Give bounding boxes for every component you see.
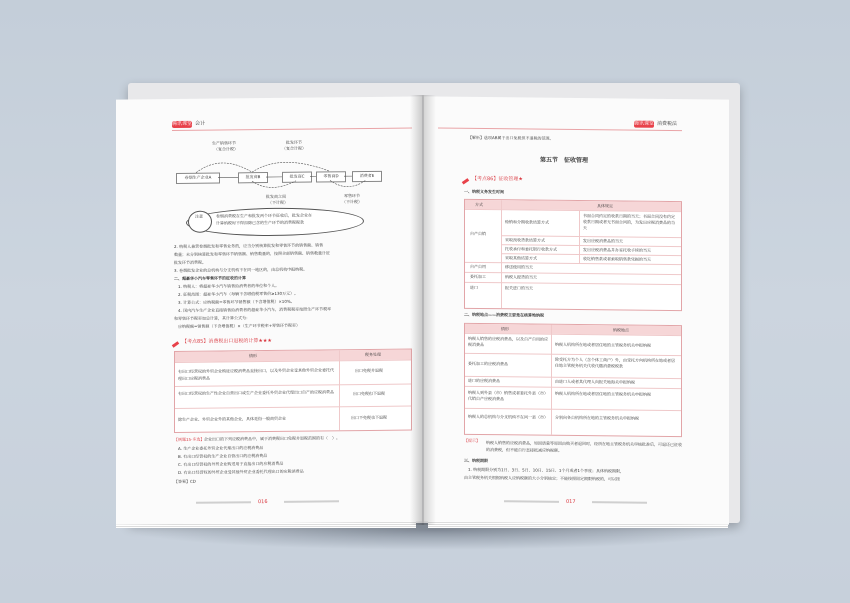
table-divider <box>465 272 681 275</box>
table-cell: 采取其他结算方式 <box>505 255 537 261</box>
table-divider <box>175 384 411 387</box>
duty-time-table <box>464 199 682 311</box>
table-cell: 进口的应税消费品 <box>468 377 500 384</box>
table-divider <box>465 353 681 356</box>
body-text: 3. 卷烟批发企业的总机构与分支机构不在同一地区的，由总机构申报纳税。 <box>174 266 308 273</box>
header-rule <box>438 128 682 132</box>
diagram-box: 卷烟生产企业A <box>176 173 220 184</box>
table-cell: 除受托方为个人（含个体工商户）外，由受托方向机构所在地或者居住地主管税务机关代收代缴消费税税款 <box>555 356 675 369</box>
tip-label: 【提示】 <box>464 437 480 443</box>
table-cell: 发出应税消费品的当天 <box>583 238 623 244</box>
body-text: 批发环节消费税。 <box>174 259 206 265</box>
table-divider <box>465 282 681 285</box>
body-text: 2. 征税范围：超豪华小汽车（每辆不含增值税零售价≥130万元）。 <box>178 290 299 297</box>
option-b: B. 有出口经营权的生产企业自营出口的应税消费品 <box>178 453 268 459</box>
table-cell: 书面合同约定的收款日期的当天；书面合同没有约定收款日期或者无书面合同的，为发出应税消费品的当天 <box>583 213 675 231</box>
table-cell: 出口不免税也不退税 <box>351 414 387 421</box>
pen-icon <box>462 178 469 184</box>
table-cell: 纳税人的总机构与分支机构不在同一县（市） <box>468 413 548 420</box>
table-cell: 进口 <box>470 284 478 290</box>
diagram-box: 消费者E <box>352 171 382 182</box>
table-header: 具体规定 <box>597 203 613 209</box>
table-divider <box>339 350 340 430</box>
table-cell: 发出应税消费品并办妥托收手续的当天 <box>583 247 651 253</box>
table-header: 情形 <box>249 353 257 359</box>
table-cell: 出口免税并退税 <box>355 367 383 374</box>
option-d: D. 有出口经营权的外贸企业受其他外贸企业委托代理出口的应税消费品 <box>178 468 304 475</box>
footer-rule <box>592 501 647 504</box>
footer-rule <box>504 500 559 503</box>
page-number: 017 <box>566 498 576 505</box>
diagram-label: 批发商之间 <box>266 193 286 200</box>
table-cell: 委托加工 <box>470 273 486 280</box>
brand-logo: 腾讯课堂 <box>634 120 655 127</box>
diagram-label: （不计税） <box>268 199 288 206</box>
example-label: 【例题15·多选】 <box>174 436 205 442</box>
diagram-label: 零售环节 <box>344 193 360 199</box>
tax-place-table <box>464 323 682 437</box>
left-page <box>116 96 422 524</box>
table-divider <box>465 386 681 389</box>
table-header: 税务处理 <box>365 351 381 357</box>
brand-logo: 腾讯课堂 <box>172 120 193 128</box>
table-cell: 纳税人机构所在地或者居住地的主管税务机关申报纳税 <box>555 341 651 348</box>
table-cell: 纳税人提货的当天 <box>505 274 537 280</box>
answer: 【答案】CD <box>174 478 196 484</box>
table-cell: 采取预收货款结算方式 <box>505 237 545 243</box>
table-header: 情形 <box>501 326 509 332</box>
body-text: 3. 计算公式：应纳税额=零售环节销售额（不含增值税）×10%。 <box>178 298 295 305</box>
diagram-box: 零售商D <box>316 171 346 182</box>
sub-heading: 二、纳税地点——消费税主要是在核算地纳税 <box>464 311 544 318</box>
table-cell: 自产自销 <box>470 230 486 237</box>
table-cell: 纳税人销售的应税消费品，以及自产自用的应税消费品 <box>468 335 548 348</box>
note-text: 计算纳税时不得扣除已含的生产环节的消费税税款 <box>216 219 304 226</box>
body-text: 2. 纳税人兼营卷烟批发和零售业务的，应当分别核算批发和零售环节的销售额、销售 <box>174 242 324 249</box>
body-text: 4. 国内汽车生产企业直接销售给消费者的超豪华小汽车，消费税税率按照生产环节税率 <box>178 306 332 313</box>
table-cell: 赊销和分期收款结算方式 <box>505 219 549 225</box>
table-cell: 移送使用的当天 <box>505 264 533 270</box>
section-label: 会计 <box>195 120 206 127</box>
book-spine-shadow <box>410 95 436 525</box>
page-number: 016 <box>258 499 268 506</box>
diagram-label: 批发环节 <box>286 139 302 145</box>
tax-table <box>174 349 412 433</box>
table-cell: 由进口人或者其代理人向报关地海关申报纳税 <box>555 378 635 385</box>
diagram-label: （不计税） <box>342 199 362 205</box>
table-divider <box>465 262 681 265</box>
footer-rule <box>284 500 339 503</box>
note-text: 卷烟消费税在生产和批发两个环节征收后，批发企业在 <box>216 212 312 219</box>
table-divider <box>175 406 411 409</box>
table-cell: 纳税人机构所在地或者居住地的主管税务机关申报纳税 <box>555 390 651 397</box>
example-text: 企业出口的下列应税消费品中，属于消费税出口免税并退税范围的有（ ）。 <box>204 435 340 442</box>
body-text: 应纳税额=销售额（不含增值税）×（生产环节税率+零售环节税率） <box>178 322 301 329</box>
table-cell: 有出口经营权的生产性企业自营出口或生产企业委托外贸企业代理出口自产的应税消费品 <box>178 389 334 396</box>
table-cell: 有出口经营权的外贸企业购进应税消费品直接出口，以及外贸企业受其他外贸企业委托代理出口应税消费品 <box>178 367 334 381</box>
body-text: 数量；未分别核算批发和零售环节销售额、销售数量的，按照全部销售额、销售数量计征 <box>174 250 330 257</box>
sub-heading: 一、纳税义务发生时间 <box>464 188 504 195</box>
table-cell: 报关进口的当天 <box>505 285 533 291</box>
option-c: C. 有出口经营权的外贸企业购进用于直接出口的应税消费品 <box>178 460 284 467</box>
table-header: 方式 <box>475 201 483 208</box>
analysis-text: 【解析】选项AB属于出口免税但不退税的范围。 <box>468 134 554 141</box>
section-label: 消费税法 <box>657 120 678 128</box>
table-header: 纳税地点 <box>613 327 629 333</box>
footer-rule <box>196 501 251 504</box>
table-divider <box>551 325 552 435</box>
diagram-label: （复合计税） <box>282 145 306 151</box>
option-a: A. 生产企业委托外贸企业代理出口的应税消费品 <box>178 445 264 451</box>
table-divider <box>465 408 681 411</box>
table-cell: 除生产企业、外贸企业外的其他企业，具体是指一般商贸企业 <box>178 415 286 422</box>
table-cell: 委托加工的应税消费品 <box>468 360 508 367</box>
table-cell: 收讫销售款或者索取销售款凭据的当天 <box>583 256 651 262</box>
body-text: 由主管税务机关根据纳税人应纳税额的大小分别核定；不能按照固定期限纳税的，可以按 <box>464 474 620 482</box>
body-text: 和零售环节税率加总计算，其计算公式为： <box>174 315 250 321</box>
diagram-label: （复合计税） <box>214 146 238 152</box>
sub-heading: 二、超豪华小汽车零售环节的征收的计算 <box>174 275 246 281</box>
table-cell: 出口免税但不退税 <box>353 390 385 397</box>
table-cell: 纳税人到外县（市）销售或者委托外县（市）代销自产应税消费品 <box>468 389 548 402</box>
note-tag: 注意 <box>195 213 203 219</box>
right-page <box>424 96 729 524</box>
pen-icon <box>172 341 179 348</box>
diagram-label: 生产销售环节 <box>212 140 236 146</box>
diagram-box: 批发商B <box>238 172 268 183</box>
table-cell: 分别向各自机构所在地的主管税务机关申报纳税 <box>555 414 639 421</box>
diagram-box: 批发商C <box>282 172 312 183</box>
body-text: 1. 纳税人：将超豪华小汽车销售给消费者的单位和个人。 <box>178 282 280 289</box>
table-cell: 自产自用 <box>470 263 486 270</box>
kaodian-heading: 【考点86】征收管理★ <box>472 175 523 183</box>
section-title: 第五节 征收管理 <box>540 156 589 165</box>
sub-heading: 三、纳税期限 <box>464 457 488 464</box>
tip-text: 纳税人销售的应税消费品，如因质量等原因由购买者退回时，经所在地主管税务机关审核批准后，可退还已征收的消费税，但不能自行直接抵减应纳税额。 <box>486 440 682 453</box>
table-cell: 托收承付和委托银行收款方式 <box>505 246 557 252</box>
body-text: 1. 纳税期限分别为1日、3日、5日、10日、15日、1个月或者1个季度；具体纳税期限， <box>468 466 624 474</box>
kaodian-heading: 【考点85】消费税出口退税的计算★★★ <box>182 337 272 345</box>
